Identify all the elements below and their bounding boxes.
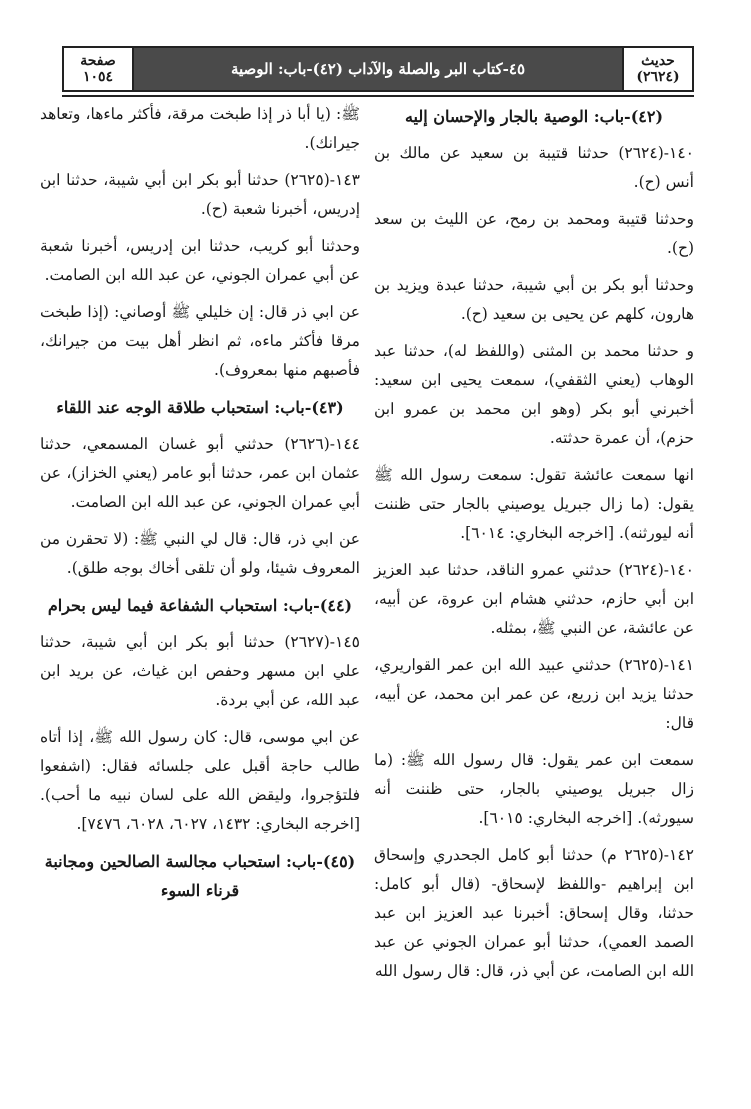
chapter-heading: (٤٢)-باب: الوصية بالجار والإحسان إليه xyxy=(404,107,664,126)
hadith-paragraph: ١٤٤-(٢٦٢٦) حدثني أبو غسان المسمعي، حدثنا عثمان ابن عمر، حدثنا أبو عامر (يعني الخزاز)، عن أبي عمران الجوني، عن عبد الله ابن الصامت. xyxy=(40,435,360,511)
hadith-paragraph: ١٤٢-(٢٦٢٥ م) حدثنا أبو كامل الجحدري وإسحاق ابن إبراهيم -واللفظ لإسحاق- (قال أبو كامل: حدثنا، وقال إسحاق: أخبرنا عبد العزيز ابن عبد الصمد العمي)، حدثنا أبو عمران الجوني عن عبد الله ابن الصامت، عن أبي ذر، قال: قال رسول الله xyxy=(374,846,694,980)
page-number: ١٠٥٤ xyxy=(82,69,114,85)
hadith-paragraph: وحدثنا أبو كريب، حدثنا ابن إدريس، أخبرنا شعبة عن أبي عمران الجوني، عن عبد الله ابن الصامت. xyxy=(40,237,360,284)
hadith-paragraph: وحدثنا أبو بكر بن أبي شيبة، حدثنا عبدة ويزيد بن هارون، كلهم عن يحيى بن سعيد (ح). xyxy=(374,276,694,323)
hadith-number-box xyxy=(624,48,692,90)
page-number-box xyxy=(64,48,132,90)
hadith-paragraph: انها سمعت عائشة تقول: سمعت رسول الله ﷺ يقول: (ما زال جبريل يوصيني بالجار حتى ظننت أنه ليورثنه). [اخرجه البخاري: ٦٠١٤]. xyxy=(374,466,694,542)
hadith-number: (٢٦٢٤) xyxy=(636,69,680,85)
chapter-heading: (٤٥)-باب: استحباب مجالسة الصالحين ومجانبة قرناء السوء xyxy=(44,852,356,900)
chapter-heading: (٤٤)-باب: استحباب الشفاعة فيما ليس بحرام xyxy=(47,596,353,615)
hadith-paragraph: ١٤٠-(٢٦٢٤) حدثنا قتيبة بن سعيد عن مالك بن أنس (ح). xyxy=(374,144,694,191)
hadith-paragraph: و حدثنا محمد بن المثنى (واللفظ له)، حدثنا عبد الوهاب (يعني الثقفي)، سمعت يحيى ابن سعيد: أخبرني أبو بكر (وهو ابن محمد بن عمرو ابن حزم)، أن عمرة حدثته. xyxy=(374,342,694,447)
running-header xyxy=(62,46,694,92)
hadith-paragraph: سمعت ابن عمر يقول: قال رسول الله ﷺ: (ما زال جبريل يوصيني بالجار، حتى ظننت أنه سيورثه). [اخرجه البخاري: ٦٠١٥]. xyxy=(374,751,694,827)
chapter-title: ٤٥-كتاب البر والصلة والآداب (٤٢)-باب: الوصية xyxy=(132,48,624,90)
hadith-paragraph: ١٤١-(٢٦٢٥) حدثني عبيد الله ابن عمر القواريري، حدثنا يزيد ابن زريع، عن عمر ابن محمد، عن أبيه، قال: xyxy=(374,656,694,732)
hadith-paragraph: ١٤٠-(٢٦٢٤) حدثني عمرو الناقد، حدثنا عبد العزيز ابن أبي حازم، حدثني هشام ابن عروة، عن أبيه، عن عائشة، عن النبي ﷺ، بمثله. xyxy=(374,561,694,637)
hadith-paragraph: ١٤٥-(٢٦٢٧) حدثنا أبو بكر ابن أبي شيبة، حدثنا علي ابن مسهر وحفص ابن غياث، عن بريد ابن عبد الله، عن أبي بردة. xyxy=(40,633,360,709)
hadith-label: حديث xyxy=(641,53,675,69)
hadith-paragraph: ١٤٣-(٢٦٢٥) حدثنا أبو بكر ابن أبي شيبة، حدثنا ابن إدريس، أخبرنا شعبة (ح). xyxy=(40,171,360,218)
right-column xyxy=(374,100,694,994)
left-column xyxy=(40,100,360,913)
chapter-heading: (٤٣)-باب: استحباب طلاقة الوجه عند اللقاء xyxy=(56,398,344,417)
hadith-paragraph: عن ابي ذر، قال: قال لي النبي ﷺ: (لا تحقرن من المعروف شيئا، ولو أن تلقى أخاك بوجه طلق). xyxy=(40,530,360,577)
hadith-paragraph: عن ابي ذر قال: إن خليلي ﷺ أوصاني: (إذا طبخت مرقا فأكثر ماءه، ثم انظر أهل بيت من جيرانك، فأصبهم منها بمعروف). xyxy=(40,303,360,379)
page-label: صفحة xyxy=(80,53,116,69)
hadith-paragraph: وحدثنا قتيبة ومحمد بن رمح، عن الليث بن سعد (ح). xyxy=(374,210,694,257)
header-rule xyxy=(62,95,694,97)
hadith-paragraph: ﷺ: (يا أبا ذر إذا طبخت مرقة، فأكثر ماءها، وتعاهد جيرانك). xyxy=(40,105,360,152)
hadith-paragraph: عن ابي موسى، قال: كان رسول الله ﷺ، إذا أتاه طالب حاجة أقبل على جلسائه فقال: (اشفعوا فلتؤجروا، وليقض الله على لسان نبيه ما أحب). [اخرجه البخاري: ١٤٣٢، ٦٠٢٧، ٦٠٢٨، ٧٤٧٦]. xyxy=(40,728,360,833)
